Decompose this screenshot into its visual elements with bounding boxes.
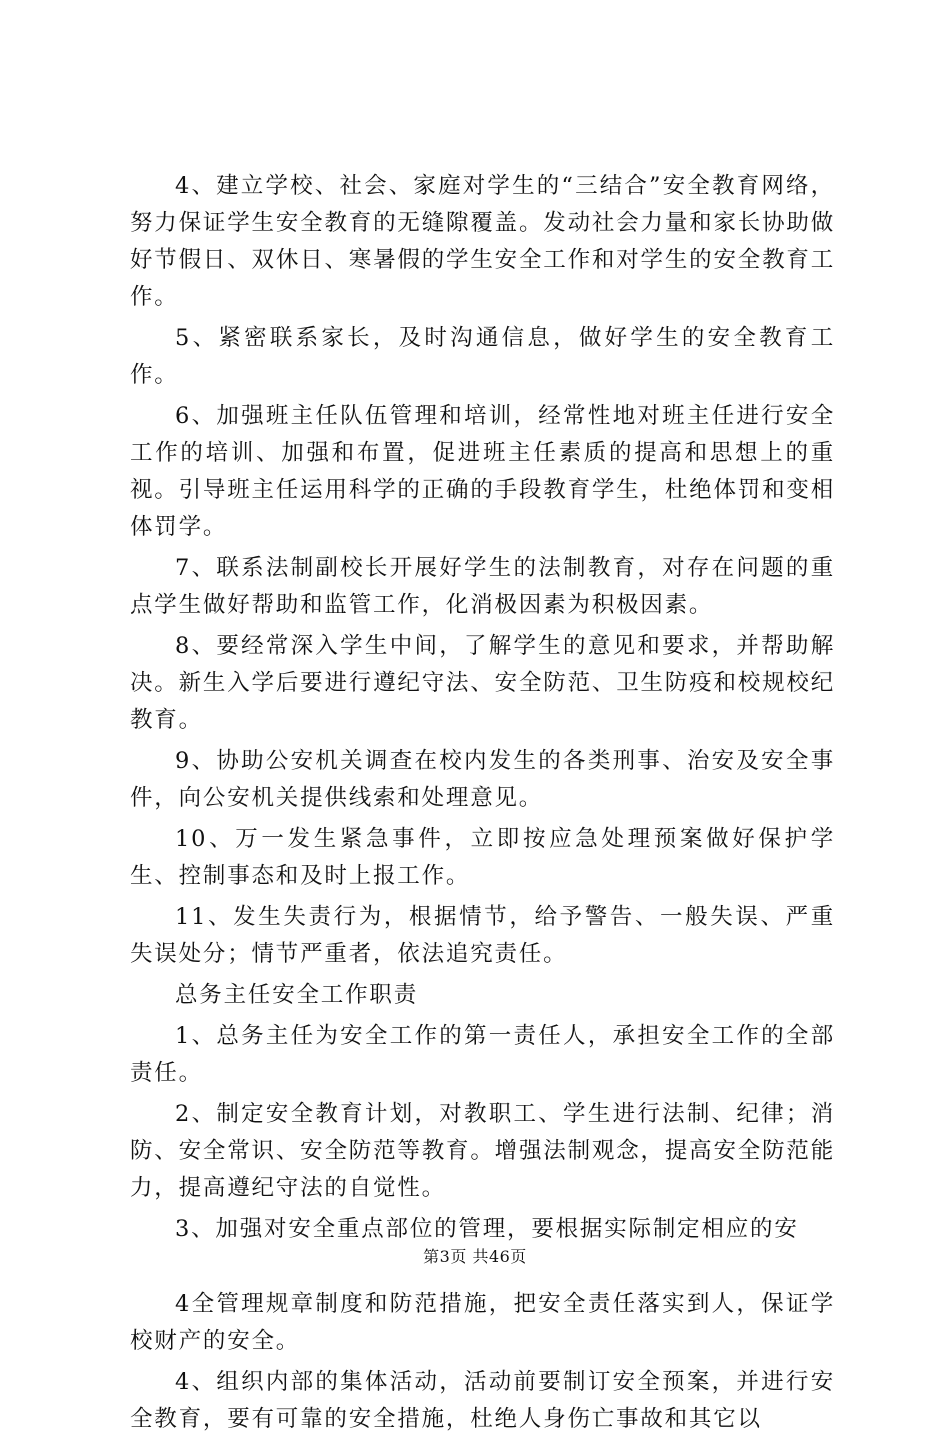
paragraph-8-student-opinions: 8、要经常深入学生中间，了解学生的意见和要求，并帮助解决。新生入学后要进行遵纪守法、安全防范、卫生防疫和校规校纪教育。 — [130, 633, 835, 733]
paragraph-9-police-assist: 9、协助公安机关调查在校内发生的各类刑事、治安及安全事件，向公安机关提供线索和处理意见。 — [130, 748, 835, 811]
paragraph-continuation: 4全管理规章制度和防范措施，把安全责任落实到人，保证学校财产的安全。 — [130, 1291, 835, 1354]
section-heading: 总务主任安全工作职责 — [175, 982, 419, 1008]
page-footer: 第3页 共46页 — [423, 1247, 527, 1266]
paragraph-11-accountability: 11、发生失责行为，根据情节，给予警告、一般失误、严重失误处分；情节严重者，依法追究责任。 — [130, 904, 835, 967]
paragraph-10-emergency: 10、万一发生紧急事件，立即按应急处理预案做好保护学生、控制事态和及时上报工作。 — [130, 826, 835, 889]
paragraph-5-contact-parents: 5、紧密联系家长，及时沟通信息，做好学生的安全教育工作。 — [130, 325, 835, 388]
paragraph-7-legal-education: 7、联系法制副校长开展好学生的法制教育，对存在问题的重点学生做好帮助和监管工作，化消极因素为积极因素。 — [130, 555, 835, 618]
paragraph-2-education-plan: 2、制定安全教育计划，对教职工、学生进行法制、纪律；消防、安全常识、安全防范等教育。增强法制观念，提高安全防范能力，提高遵纪守法的自觉性。 — [130, 1101, 835, 1201]
paragraph-4-group-activities: 4、组织内部的集体活动，活动前要制订安全预案，并进行安全教育，要有可靠的安全措施，杜绝人身伤亡事故和其它以 — [130, 1369, 835, 1432]
paragraph-4-safety-network: 4、建立学校、社会、家庭对学生的“三结合”安全教育网络，努力保证学生安全教育的无缝隙覆盖。发动社会力量和家长协助做好节假日、双休日、寒暑假的学生安全工作和对学生的安全教育工作。 — [130, 173, 835, 310]
paragraph-6-teacher-training: 6、加强班主任队伍管理和培训，经常性地对班主任进行安全工作的培训、加强和布置，促进班主任素质的提高和思想上的重视。引导班主任运用科学的正确的手段教育学生，杜绝体罚和变相体罚学。 — [130, 403, 835, 540]
paragraph-1-responsibility: 1、总务主任为安全工作的第一责任人，承担安全工作的全部责任。 — [130, 1023, 835, 1086]
paragraph-3-key-areas: 3、加强对安全重点部位的管理，要根据实际制定相应的安 — [175, 1216, 799, 1242]
